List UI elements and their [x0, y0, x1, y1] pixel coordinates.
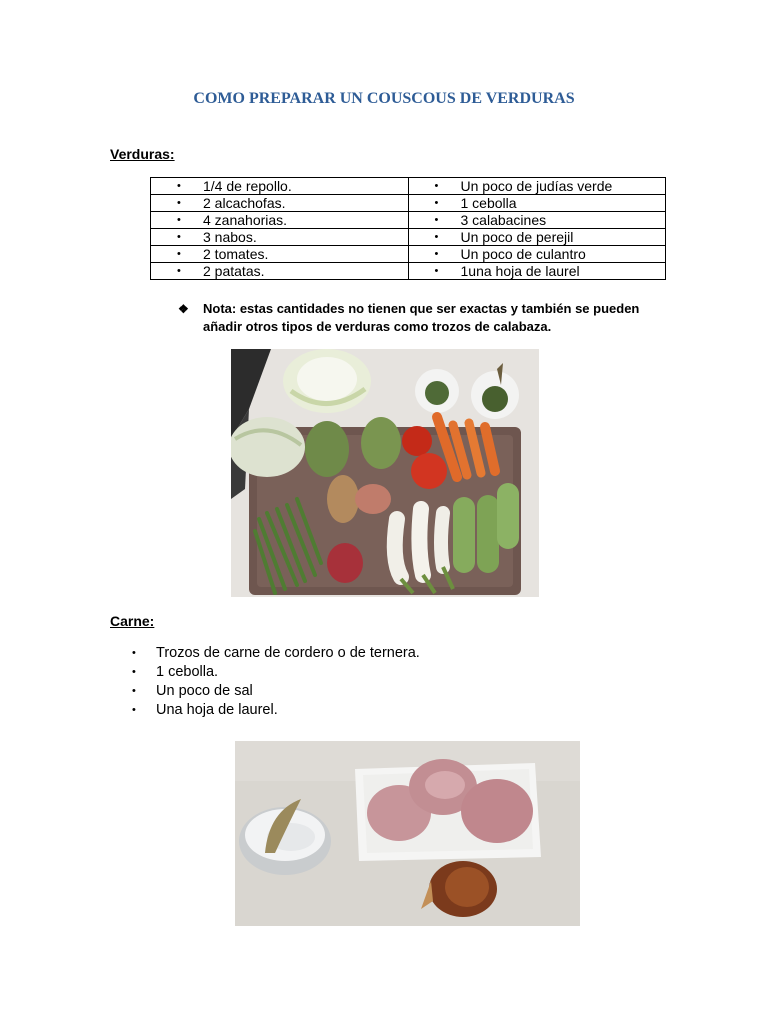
diamond-bullet-icon: ❖ — [178, 302, 189, 316]
vegetables-table — [150, 177, 666, 280]
table-cell: • 3 nabos. — [151, 229, 409, 246]
table-cell: • 4 zanahorias. — [151, 212, 409, 229]
table-cell: • 1una hoja de laurel — [408, 263, 666, 280]
list-item: • Un poco de sal — [130, 682, 420, 701]
document-title: COMO PREPARAR UN COUSCOUS DE VERDURAS — [193, 90, 575, 107]
table-cell: • 2 patatas. — [151, 263, 409, 280]
table-row — [151, 178, 666, 195]
list-item: • Trozos de carne de cordero o de ternera. — [130, 644, 420, 663]
vegetables-photo — [231, 349, 539, 597]
table-cell: • Un poco de perejil — [408, 229, 666, 246]
table-row — [151, 246, 666, 263]
list-item: • 1 cebolla. — [130, 663, 420, 682]
verduras-heading: Verduras: — [110, 146, 175, 162]
table-row — [151, 229, 666, 246]
carne-heading: Carne: — [110, 613, 155, 629]
table-cell: • 3 calabacines — [408, 212, 666, 229]
table-cell: • 1/4 de repollo. — [151, 178, 409, 195]
table-row — [151, 195, 666, 212]
table-cell: • 2 tomates. — [151, 246, 409, 263]
note-text: Nota: estas cantidades no tienen que ser exactas y también se pueden añadir otros tipos de verduras como trozos de calabaza. — [203, 301, 640, 334]
note — [178, 300, 658, 336]
table-cell: • 1 cebolla — [408, 195, 666, 212]
table-row — [151, 212, 666, 229]
table-cell: • 2 alcachofas. — [151, 195, 409, 212]
meat-photo — [235, 741, 580, 926]
table-cell: • Un poco de judías verde — [408, 178, 666, 195]
list-item: • Una hoja de laurel. — [130, 701, 420, 720]
meat-list — [130, 644, 420, 720]
table-row — [151, 263, 666, 280]
table-cell: • Un poco de culantro — [408, 246, 666, 263]
